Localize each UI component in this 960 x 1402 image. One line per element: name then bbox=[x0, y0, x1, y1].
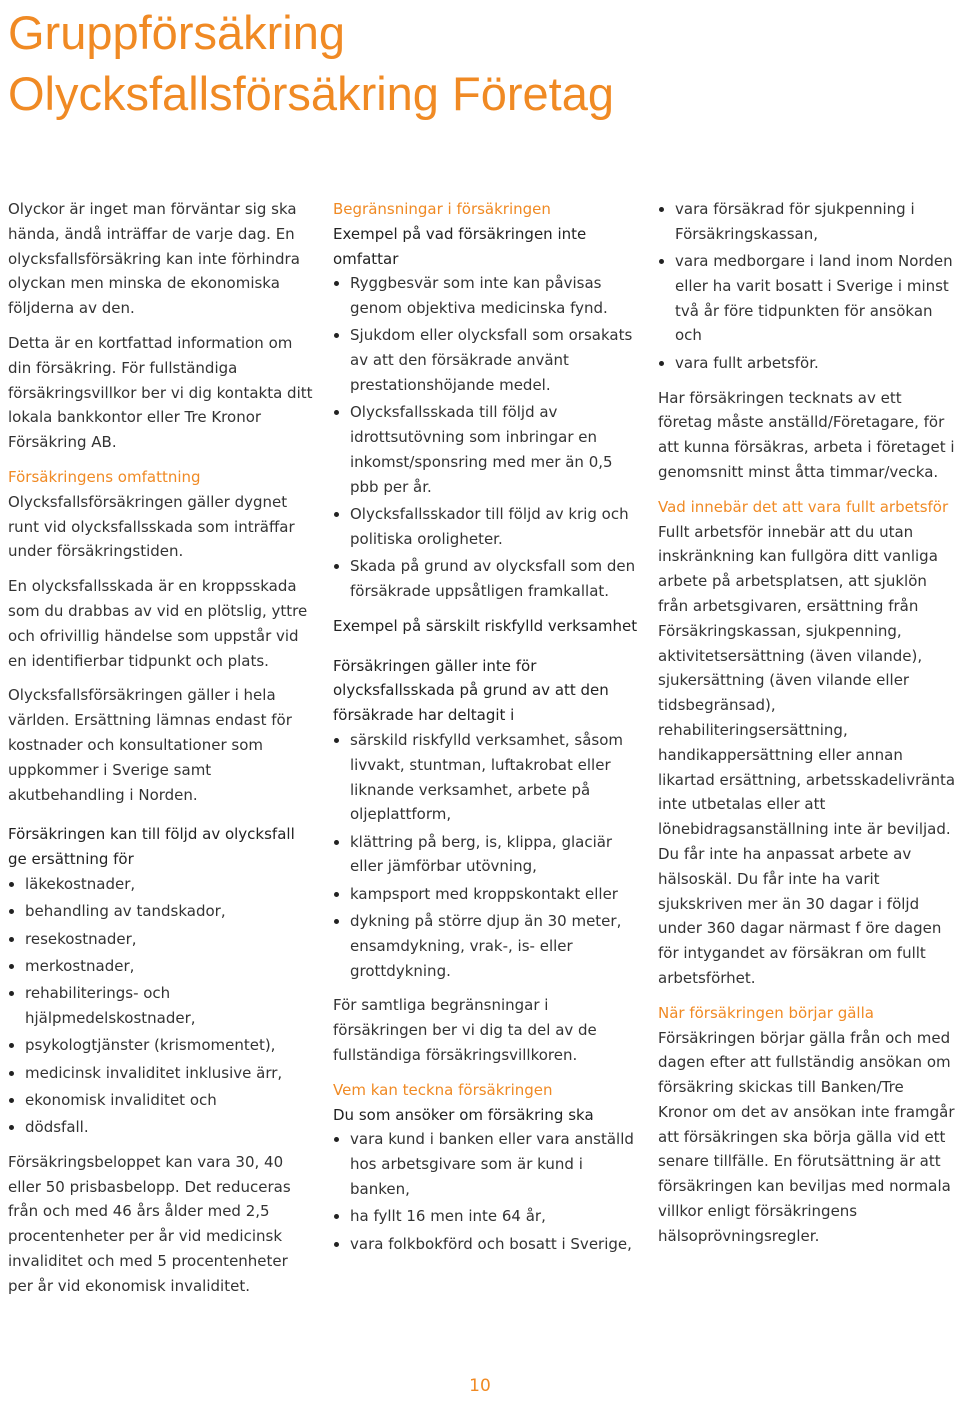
info-text-b: För fullständiga försäkringsvillkor ber vi dig kontakta ditt lokala bankkontor eller Tre Kronor Försäkring AB. bbox=[8, 358, 313, 452]
intro-paragraph: Olyckor är inget man förväntar sig ska hända, ändå inträffar de varje dag. En olycksfallsförsäkring kan inte förhindra olyckan men minska de ekonomiska följderna av den. bbox=[8, 200, 300, 318]
list-item: Sjukdom eller olycksfall som orsakats av att den försäkrade använt prestationshöjande medel. bbox=[333, 323, 638, 397]
column-2 bbox=[333, 197, 638, 1259]
begransningar-list bbox=[333, 271, 638, 603]
list-item: rehabiliterings- och hjälpmedelskostnader, bbox=[8, 981, 313, 1031]
begransningar-heading: Begränsningar i försäkringen bbox=[333, 200, 551, 218]
list-item: kampsport med kroppskontakt eller bbox=[333, 882, 638, 907]
list-item: ekonomisk invaliditet och bbox=[8, 1088, 313, 1113]
list-item: medicinsk invaliditet inklusive ärr, bbox=[8, 1061, 313, 1086]
title-line-1: Gruppförsäkring bbox=[8, 6, 345, 59]
teckna-section bbox=[333, 1078, 638, 1128]
borjar-section bbox=[658, 1001, 956, 1249]
list-item: klättring på berg, is, klippa, glaciär eller jämförbar utövning, bbox=[333, 830, 638, 880]
begransningar-subheading: Exempel på vad försäkringen inte omfattar bbox=[333, 224, 587, 268]
list-item: vara folkbokförd och bosatt i Sverige, bbox=[333, 1232, 638, 1257]
arbetsfor-text-c: Du får inte ha varit sjukskriven mer än 30 dagar i följd under 360 dagar närmast f öre dagen för intygandet av försäkran om fullt arbetsförhet. bbox=[658, 869, 942, 987]
belopp-text-a: Försäkringsbeloppet kan vara 30, 40 eller 50 prisbasbelopp. bbox=[8, 1152, 284, 1196]
list-item: ha fyllt 16 men inte 64 år, bbox=[333, 1204, 638, 1229]
list-item: Skada på grund av olycksfall som den försäkrade uppsåtligen framkallat. bbox=[333, 554, 638, 604]
list-item: dödsfall. bbox=[8, 1115, 313, 1140]
begransningar-section bbox=[333, 197, 638, 271]
list-item: psykologtjänster (krismomentet), bbox=[8, 1033, 313, 1058]
list-item: vara fullt arbetsför. bbox=[658, 351, 956, 376]
ersattning-list bbox=[8, 872, 313, 1140]
omfattning-section bbox=[8, 465, 313, 564]
list-item: vara kund i banken eller vara anställd hos arbetsgivare som är kund i banken, bbox=[333, 1127, 638, 1201]
risk-note: För samtliga begränsningar i försäkringen ber vi dig ta del av de fullständiga försäkringsvillkoren. bbox=[333, 996, 597, 1064]
info-text-a: Detta är en kortfattad information om din försäkring. bbox=[8, 333, 293, 377]
arbetsfor-text-b: Du får inte ha anpassat arbete av hälsoskäl. bbox=[658, 844, 912, 888]
arbetsfor-text-a: Fullt arbetsför innebär att du utan inskränkning kan fullgöra ditt vanliga arbete på arbetsplatsen, att sjuklön från arbetsgivaren, ersättning från Försäkringskassan, sjukpenning, aktivitetsersättning (även vilande), sjukersättning (även vilande eller tidsbegränsad), rehabiliteringsersättning, handikappersättning eller annan likartad ersättning, arbetsskadelivränta inte utbetalas eller att lönebidragsanställning inte är beviljad. bbox=[658, 522, 956, 839]
borjar-text-b: En förutsättning är att försäkringen kan beviljas med normala villkor enligt försäkringens hälsoprövningsregler. bbox=[658, 1152, 951, 1245]
list-item: Olycksfallsskada till följd av idrottsutövning som inbringar en inkomst/sponsring med mer än 0,5 pbb per år. bbox=[333, 400, 638, 499]
world-text-b: Ersättning lämnas endast för kostnader och konsultationer som uppkommer i Sverige samt akutbehandling i Norden. bbox=[8, 711, 292, 804]
teckna-list-continued bbox=[658, 197, 956, 376]
info-paragraph bbox=[8, 331, 313, 455]
world-paragraph bbox=[8, 683, 313, 807]
list-item: merkostnader, bbox=[8, 954, 313, 979]
borjar-text-a: Försäkringen börjar gälla från och med dagen efter att fullständig ansökan om försäkring skickas till Banken/Tre Kronor om det av ansökan inte framgår att försäkringen ska börja gälla vid ett senare tillfälle. bbox=[658, 1028, 955, 1171]
risk-subheading: Försäkringen gäller inte för olycksfallsskada på grund av att den försäkrade har deltagit i bbox=[333, 656, 609, 725]
teckna-list bbox=[333, 1127, 638, 1256]
omfattning-heading: Försäkringens omfattning bbox=[8, 467, 201, 486]
column-3 bbox=[658, 197, 956, 1249]
list-item: särskild riskfylld verksamhet, såsom livvakt, stuntman, luftakrobat eller liknande verksamhet, arbete på oljeplattform, bbox=[333, 728, 638, 827]
document-title bbox=[8, 2, 614, 124]
belopp-text-b: Det reduceras från och med 46 års ålder med 2,5 procentenheter per år vid medicinsk invaliditet och med 5 procentenheter per år vid ekonomisk invaliditet. bbox=[8, 1177, 291, 1295]
list-item: dykning på större djup än 30 meter, ensamdykning, vrak-, is- eller grottdykning. bbox=[333, 909, 638, 983]
teckna-heading: Vem kan teckna försäkringen bbox=[333, 1080, 553, 1099]
list-item: Olycksfallsskador till följd av krig och politiska oroligheter. bbox=[333, 502, 638, 552]
title-line-2: Olycksfallsförsäkring Företag bbox=[8, 67, 614, 120]
column-1 bbox=[8, 197, 313, 1299]
omfattning-text: Olycksfallsförsäkringen gäller dygnet runt vid olycksfallsskada som inträffar under försäkringstiden. bbox=[8, 492, 295, 561]
list-item: vara försäkrad för sjukpenning i Försäkringskassan, bbox=[658, 197, 956, 247]
arbetsfor-section bbox=[658, 495, 956, 991]
list-item: resekostnader, bbox=[8, 927, 313, 952]
list-item: läkekostnader, bbox=[8, 872, 313, 897]
definition-paragraph: En olycksfallsskada är en kroppsskada som du drabbas av vid en plötslig, yttre och ofrivillig händelse som uppstår vid en identifierbar tidpunkt och plats. bbox=[8, 577, 308, 670]
belopp-paragraph bbox=[8, 1150, 313, 1299]
borjar-heading: När försäkringen börjar gälla bbox=[658, 1003, 874, 1022]
risk-list bbox=[333, 728, 638, 983]
teckna-subheading: Du som ansöker om försäkring ska bbox=[333, 1105, 594, 1124]
ersattning-heading: Försäkringen kan till följd av olycksfall ge ersättning för bbox=[8, 825, 295, 869]
arbetsfor-heading: Vad innebär det att vara fullt arbetsför bbox=[658, 497, 949, 516]
tecknats-paragraph: Har försäkringen tecknats av ett företag måste anställd/Företagare, för att kunna försäkras, arbeta i företaget i genomsnitt minst åtta timmar/vecka. bbox=[658, 388, 955, 481]
world-text-a: Olycksfallsförsäkringen gäller i hela världen. bbox=[8, 686, 276, 730]
list-item: behandling av tandskador, bbox=[8, 899, 313, 924]
page-number: 10 bbox=[469, 1376, 491, 1396]
list-item: Ryggbesvär som inte kan påvisas genom objektiva medicinska fynd. bbox=[333, 271, 638, 321]
risk-heading: Exempel på särskilt riskfylld verksamhet bbox=[333, 616, 638, 635]
list-item: vara medborgare i land inom Norden eller ha varit bosatt i Sverige i minst två år före tidpunkten för ansökan och bbox=[658, 249, 956, 348]
